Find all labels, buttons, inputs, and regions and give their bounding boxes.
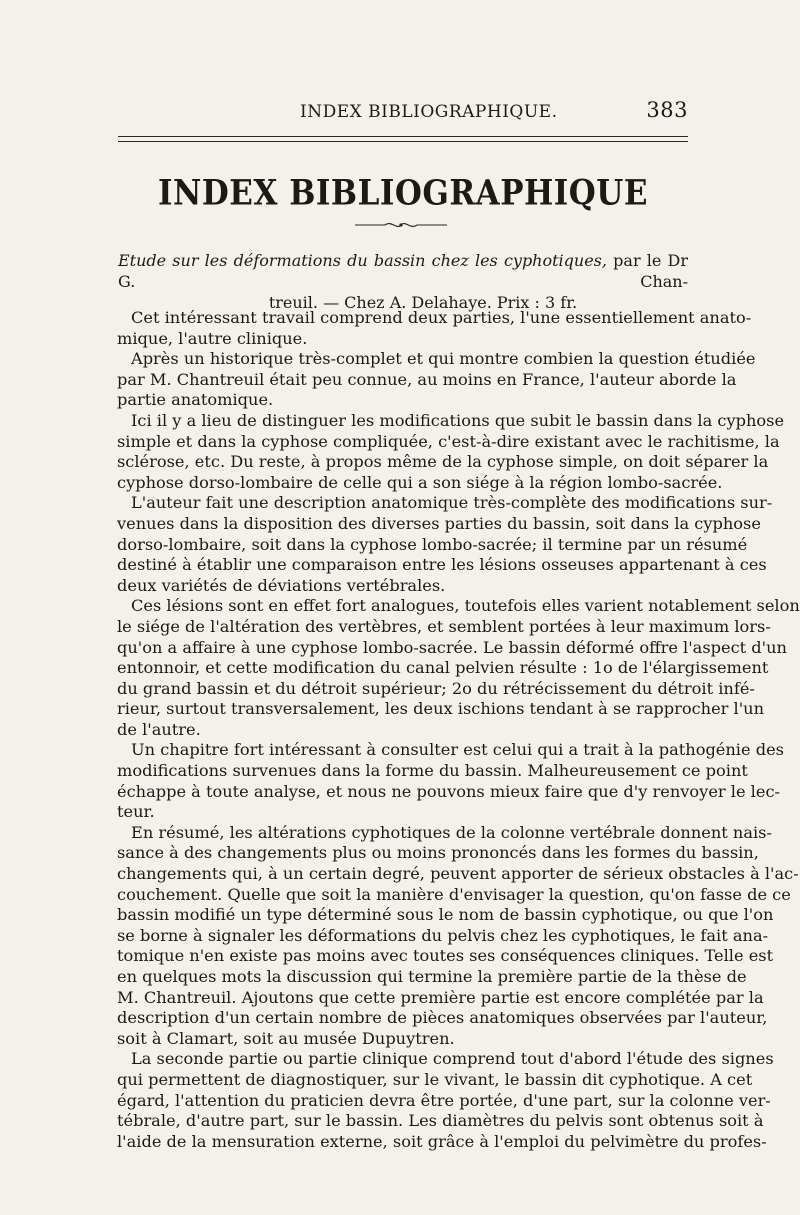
text-line: La seconde partie ou partie clinique comprend tout d'abord l'étude des signes — [131, 1049, 774, 1069]
text-line: Un chapitre fort intéressant à consulter est celui qui a trait à la pathogénie des — [131, 740, 784, 760]
paragraph — [117, 1049, 774, 1152]
text-line: par M. Chantreuil était peu connue, au moins en France, l'auteur aborde la — [117, 369, 737, 389]
text-line: mique, l'autre clinique. — [117, 328, 308, 348]
text-line: simple et dans la cyphose compliquée, c'est-à-dire existant avec le rachitisme, la — [117, 431, 780, 451]
text-line: soit à Clamart, soit au musée Dupuytren. — [117, 1028, 455, 1048]
text-line: description d'un certain nombre de pièces anatomiques observées par l'auteur, — [117, 1008, 768, 1028]
text-line: En résumé, les altérations cyphotiques de la colonne vertébrale donnent nais- — [131, 822, 772, 842]
text-line: couchement. Quelle que soit la manière d'envisager la question, qu'on fasse de ce — [117, 884, 791, 904]
citation-author: par le Dr G. Chan- — [118, 251, 689, 291]
text-line: rieur, surtout transversalement, les deux ischions tendant à se rapprocher l'un — [117, 699, 765, 719]
citation-title: Etude sur les déformations du bassin chez les cyphotiques, — [118, 251, 607, 270]
text-line: sclérose, etc. Du reste, à propos même de la cyphose simple, on doit séparer la — [117, 452, 769, 472]
text-line: venues dans la disposition des diverses parties du bassin, soit dans la cyphose — [117, 513, 761, 533]
text-line: tomique n'en existe pas moins avec toutes ses conséquences cliniques. Telle est — [117, 946, 774, 966]
text-line: changements qui, à un certain degré, peuvent apporter de sérieux obstacles à l'ac- — [117, 864, 799, 884]
paragraph — [117, 493, 773, 596]
text-line: entonnoir, et cette modification du canal pelvien résulte : 1o de l'élargissement — [117, 658, 769, 678]
paragraph — [117, 308, 752, 349]
text-line: du grand bassin et du détroit supérieur; 2o du rétrécissement du détroit infé- — [117, 678, 755, 698]
text-line: Après un historique très-complet et qui montre combien la question étudiée — [131, 349, 756, 369]
paragraph — [117, 740, 784, 822]
text-line: le siége de l'altération des vertèbres, et semblent portées à leur maximum lors- — [117, 616, 771, 636]
text-line: égard, l'attention du praticien devra être portée, d'une part, sur la colonne ver- — [117, 1090, 771, 1110]
citation-line-1 — [118, 250, 688, 292]
text-line: Cet intéressant travail comprend deux parties, l'une essentiellement anato- — [131, 308, 752, 327]
text-line: Ici il y a lieu de distinguer les modifications que subit le bassin dans la cyphose — [131, 410, 785, 430]
text-line: de l'autre. — [117, 719, 201, 739]
text-line: M. Chantreuil. Ajoutons que cette première partie est encore complétée par la — [117, 987, 764, 1007]
paragraph — [117, 349, 756, 411]
paragraph — [117, 596, 800, 740]
text-line: modifications survenues dans la forme du bassin. Malheureusement ce point — [117, 761, 748, 781]
text-line: cyphose dorso-lombaire de celle qui a son siége à la région lombo-sacrée. — [117, 472, 723, 492]
text-line: qu'on a affaire à une cyphose lombo-sacrée. Le bassin déformé offre l'aspect d'un — [117, 637, 787, 657]
text-line: teur. — [117, 802, 155, 822]
header-rule — [118, 136, 688, 142]
text-line: partie anatomique. — [117, 390, 274, 410]
title-ornament — [355, 220, 447, 230]
section-title: INDEX BIBLIOGRAPHIQUE — [158, 173, 648, 214]
text-line: destiné à établir une comparaison entre les lésions osseuses appartenant à ces — [117, 555, 767, 575]
text-line: dorso-lombaire, soit dans la cyphose lombo-sacrée; il termine par un résumé — [117, 534, 748, 554]
citation-line-2: treuil. — Chez A. Delahaye. Prix : 3 fr. — [268, 293, 578, 312]
text-line: se borne à signaler les déformations du pelvis chez les cyphotiques, le fait ana- — [117, 925, 769, 945]
text-line: qui permettent de diagnostiquer, sur le vivant, le bassin dit cyphotique. A cet — [117, 1069, 753, 1089]
review-body — [117, 308, 800, 1152]
text-line: tébrale, d'autre part, sur le bassin. Les diamètres du pelvis sont obtenus soit à — [117, 1111, 764, 1131]
paragraph — [117, 410, 785, 493]
text-line: L'auteur fait une description anatomique très-complète des modifications sur- — [131, 493, 773, 513]
page-number: 383 — [646, 98, 688, 122]
text-line: deux variétés de déviations vertébrales. — [117, 575, 446, 595]
paragraph — [117, 822, 799, 1050]
running-head — [118, 98, 688, 122]
text-line: en quelques mots la discussion qui termine la première partie de la thèse de — [117, 967, 747, 986]
text-line: bassin modifié un type déterminé sous le nom de bassin cyphotique, ou que l'on — [117, 905, 774, 925]
running-title: INDEX BIBLIOGRAPHIQUE. — [300, 102, 558, 122]
text-line: Ces lésions sont en effet fort analogues, toutefois elles varient notablement selon — [131, 596, 800, 616]
text-line: l'aide de la mensuration externe, soit grâce à l'emploi du pelvimètre du profes- — [117, 1131, 767, 1151]
text-line: sance à des changements plus ou moins prononcés dans les formes du bassin, — [117, 843, 759, 863]
citation — [118, 250, 688, 313]
text-line: échappe à toute analyse, et nous ne pouvons mieux faire que d'y renvoyer le lec- — [117, 781, 780, 801]
